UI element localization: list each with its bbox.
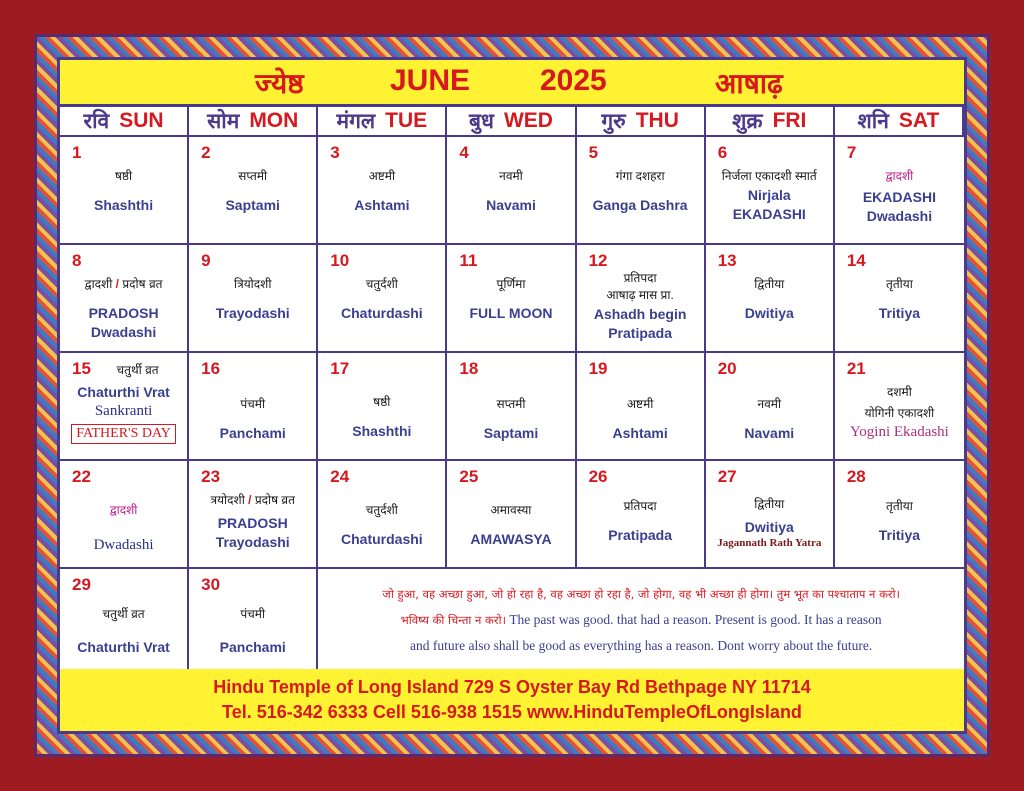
day-number: 16 xyxy=(201,359,221,378)
day-number: 29 xyxy=(72,575,91,594)
tithi-hindi: अमावस्या xyxy=(490,503,532,517)
day-cell-3[interactable] xyxy=(318,137,447,245)
day-cell-29[interactable] xyxy=(60,569,189,677)
weekday-header-fri xyxy=(706,107,835,137)
tithi-english: EKADASHI xyxy=(732,206,806,222)
tithi-english: Dwitiya xyxy=(744,519,794,535)
weekday-header-sun xyxy=(60,107,189,137)
quote-english-line2: and future also shall be good as everything has a reason. Dont worry about the future. xyxy=(410,638,873,653)
day-cell-22[interactable] xyxy=(60,461,189,569)
tithi-hindi: चतुर्दशी xyxy=(365,277,398,291)
quote-english-line1: The past was good. that had a reason. Present is good. It has a reason xyxy=(509,612,882,627)
weekday-hindi: शुक्र xyxy=(732,110,763,133)
day-number: 22 xyxy=(72,467,91,486)
title-bar xyxy=(60,60,964,107)
day-cell-14[interactable] xyxy=(835,245,964,353)
tithi-hindi: चतुर्थी व्रत xyxy=(102,607,145,621)
tithi-hindi: पूर्णिमा xyxy=(496,277,526,291)
day-cell-24[interactable] xyxy=(318,461,447,569)
day-cell-25[interactable] xyxy=(447,461,576,569)
day-cell-17[interactable] xyxy=(318,353,447,461)
day-number: 14 xyxy=(846,251,866,270)
day-cell-21[interactable] xyxy=(835,353,964,461)
day-number: 26 xyxy=(588,467,608,486)
day-number: 8 xyxy=(72,251,82,270)
day-cell-9[interactable] xyxy=(189,245,318,353)
tithi-english: Chaturdashi xyxy=(341,531,423,547)
gita-quote xyxy=(318,569,964,677)
weekday-hindi: सोम xyxy=(207,110,240,133)
separator: / xyxy=(115,277,120,291)
day-number: 28 xyxy=(846,467,866,486)
tithi-hindi: द्वादशी xyxy=(885,169,914,183)
day-cell-11[interactable] xyxy=(447,245,576,353)
fathers-day-badge: FATHER'S DAY xyxy=(71,424,176,444)
quote-hindi-line1: जो हुआ, वह अच्छा हुआ, जो हो रहा है, वह अच्छा हो रहा है, जो होगा, वह भी अच्छा ही होगा। तुम भूत का पश्चाताप न करो। xyxy=(382,587,900,601)
tithi-english: Saptami xyxy=(483,425,539,441)
day-number: 18 xyxy=(459,359,479,378)
day-cell-30[interactable] xyxy=(189,569,318,677)
day-cell-1[interactable] xyxy=(60,137,189,245)
tithi-hindi: चतुर्थी व्रत xyxy=(116,363,159,377)
calendar-panel xyxy=(57,57,967,734)
tithi-english: Dwitiya xyxy=(744,305,794,321)
tithi-english: PRADOSH xyxy=(88,305,159,321)
calendar-grid xyxy=(60,107,964,677)
weekday-english: TUE xyxy=(385,109,428,132)
day-number: 24 xyxy=(330,467,350,486)
tithi-hindi-a: द्वादशी xyxy=(84,277,113,291)
tithi-hindi-a: त्रयोदशी xyxy=(210,493,245,507)
tithi-hindi: गंगा दशहरा xyxy=(615,169,665,183)
tithi-english: Saptami xyxy=(225,197,280,213)
year-title: 2025 xyxy=(540,64,607,97)
tithi-english: Chaturthi Vrat xyxy=(77,639,170,655)
tithi-english: Nirjala xyxy=(747,187,791,203)
tithi-hindi: प्रतिपदा xyxy=(623,499,657,513)
weekday-header-tue xyxy=(318,107,447,137)
day-cell-28[interactable] xyxy=(835,461,964,569)
tithi-hindi: चतुर्दशी xyxy=(365,503,398,517)
tithi-english: Dwadashi xyxy=(866,208,933,224)
weekday-hindi: गुरु xyxy=(601,110,626,133)
tithi-hindi: दशमी xyxy=(887,385,912,399)
day-number: 11 xyxy=(459,251,478,270)
tithi-hindi: षष्ठी xyxy=(115,169,133,183)
tithi-hindi: अष्टमी xyxy=(368,169,396,183)
tithi-english: Chaturdashi xyxy=(341,305,423,321)
day-cell-19[interactable] xyxy=(577,353,706,461)
weekday-english: WED xyxy=(503,109,553,132)
day-number: 15 xyxy=(72,359,91,378)
day-number: 3 xyxy=(330,143,340,162)
tithi-hindi: प्रतिपदा xyxy=(623,271,657,285)
tithi-english: Dwadashi xyxy=(93,537,154,553)
day-cell-10[interactable] xyxy=(318,245,447,353)
temple-footer xyxy=(60,669,964,731)
day-number: 20 xyxy=(717,359,737,378)
tithi-english: Panchami xyxy=(219,639,286,655)
day-cell-12[interactable] xyxy=(577,245,706,353)
hindi-month-left: ज्येष्ठ xyxy=(255,68,304,99)
day-number: 10 xyxy=(330,251,350,270)
day-cell-15[interactable] xyxy=(60,353,189,461)
weekday-header-sat xyxy=(835,107,964,137)
day-number: 30 xyxy=(201,575,221,594)
tithi-english: Tritiya xyxy=(878,305,921,321)
day-number: 25 xyxy=(459,467,479,486)
weekday-english: SUN xyxy=(119,109,164,132)
day-cell-16[interactable] xyxy=(189,353,318,461)
day-number: 1 xyxy=(72,143,82,162)
tithi-english: Ashtami xyxy=(354,197,410,213)
day-cell-20[interactable] xyxy=(706,353,835,461)
day-number: 17 xyxy=(330,359,350,378)
day-number: 27 xyxy=(717,467,737,486)
tithi-hindi: षष्ठी xyxy=(373,395,391,409)
day-cell-23[interactable] xyxy=(189,461,318,569)
tithi-hindi: तृतीया xyxy=(885,499,913,513)
tithi-english: Ganga Dashra xyxy=(592,197,688,213)
tithi-english: Ashtami xyxy=(612,425,668,441)
tithi-english: Pratipada xyxy=(608,527,673,543)
day-cell-27[interactable] xyxy=(706,461,835,569)
tithi-hindi xyxy=(62,275,185,292)
tithi-english: Trayodashi xyxy=(215,534,290,550)
day-number: 21 xyxy=(846,359,866,378)
tithi-english: AMAWASYA xyxy=(470,531,552,547)
day-number: 13 xyxy=(717,251,737,270)
quote-line2 xyxy=(332,607,950,633)
tithi-english: Navami xyxy=(486,197,536,213)
weekday-hindi: बुध xyxy=(469,110,494,133)
day-number: 4 xyxy=(459,143,469,162)
tithi-hindi: निर्जला एकादशी स्मार्त xyxy=(721,169,817,183)
day-number: 6 xyxy=(717,143,728,162)
tithi-hindi: त्रियोदशी xyxy=(233,277,272,291)
tithi-hindi: द्वादशी xyxy=(109,503,138,517)
day-number: 19 xyxy=(588,359,608,378)
tithi-english: FULL MOON xyxy=(469,305,553,321)
tithi-english: Pratipada xyxy=(608,325,673,341)
tithi-hindi-b: प्रदोष व्रत xyxy=(122,277,163,291)
tithi-hindi: तृतीया xyxy=(885,277,913,291)
temple-address: Hindu Temple of Long Island 729 S Oyster Bay Rd Bethpage NY 11714 xyxy=(213,677,811,697)
hindi-month-right: आषाढ़ xyxy=(715,68,783,99)
day-cell-18[interactable] xyxy=(447,353,576,461)
event-rath-yatra: Jagannath Rath Yatra xyxy=(717,537,822,549)
day-cell-13[interactable] xyxy=(706,245,835,353)
tithi-hindi: सप्तमी xyxy=(496,397,526,411)
tithi-english: Shashthi xyxy=(352,423,412,439)
weekday-header-thu xyxy=(577,107,706,137)
day-cell-26[interactable] xyxy=(577,461,706,569)
tithi-english: Tritiya xyxy=(878,527,921,543)
tithi-hindi: सप्तमी xyxy=(238,169,268,183)
tithi-english: Chaturthi Vrat xyxy=(77,384,170,400)
weekday-header-mon xyxy=(189,107,318,137)
tithi-english: EKADASHI xyxy=(862,189,936,205)
weekday-english: THU xyxy=(635,109,679,132)
event-sankranti: Sankranti xyxy=(94,403,153,419)
tithi-hindi-b: प्रदोष व्रत xyxy=(254,493,295,507)
day-number: 5 xyxy=(588,143,599,162)
tithi-english: Yogini Ekadashi xyxy=(849,424,949,440)
month-title: JUNE xyxy=(390,64,471,97)
tithi-hindi: पंचमी xyxy=(240,607,266,621)
day-number: 9 xyxy=(201,251,211,270)
tithi-hindi: नवमी xyxy=(757,397,782,411)
weekday-hindi: रवि xyxy=(83,110,110,133)
day-number: 2 xyxy=(201,143,211,162)
weekday-hindi: शनि xyxy=(857,110,889,133)
tithi-english: Panchami xyxy=(219,425,286,441)
tithi-english: Trayodashi xyxy=(215,305,290,321)
tithi-hindi: पंचमी xyxy=(240,397,266,411)
tithi-hindi: द्वितीया xyxy=(754,497,785,511)
tithi-english: Shashthi xyxy=(94,197,154,213)
weekday-english: FRI xyxy=(772,109,807,132)
tithi-hindi: द्वितीया xyxy=(754,277,785,291)
tithi-english: Ashadh begin xyxy=(593,306,687,322)
tithi-english: PRADOSH xyxy=(217,515,288,531)
day-cell-8[interactable] xyxy=(60,245,189,353)
tithi-hindi xyxy=(191,491,314,508)
weekday-hindi: मंगल xyxy=(336,110,376,133)
day-cell-2[interactable] xyxy=(189,137,318,245)
day-cell-7[interactable] xyxy=(835,137,964,245)
day-number: 23 xyxy=(201,467,221,486)
tithi-hindi: नवमी xyxy=(499,169,523,183)
day-cell-5[interactable] xyxy=(577,137,706,245)
tithi-english: Dwadashi xyxy=(90,324,157,340)
day-number: 12 xyxy=(588,251,608,270)
tithi-hindi: आषाढ़ मास प्रा. xyxy=(606,288,674,302)
temple-contact: Tel. 516-342 6333 Cell 516-938 1515 www.HinduTempleOfLongIsland xyxy=(222,702,802,722)
weekday-header-wed xyxy=(447,107,576,137)
day-cell-6[interactable] xyxy=(706,137,835,245)
tithi-hindi: योगिनी एकादशी xyxy=(864,406,935,420)
quote-hindi-line2: भविष्य की चिन्ता न करो। xyxy=(400,613,506,627)
weekday-english: SAT xyxy=(898,109,940,132)
separator: / xyxy=(248,493,252,507)
day-cell-4[interactable] xyxy=(447,137,576,245)
day-number: 7 xyxy=(846,143,857,162)
decorative-border xyxy=(34,34,990,757)
tithi-english: Navami xyxy=(744,425,795,441)
tithi-hindi: अष्टमी xyxy=(626,397,654,411)
weekday-english: MON xyxy=(249,109,299,132)
